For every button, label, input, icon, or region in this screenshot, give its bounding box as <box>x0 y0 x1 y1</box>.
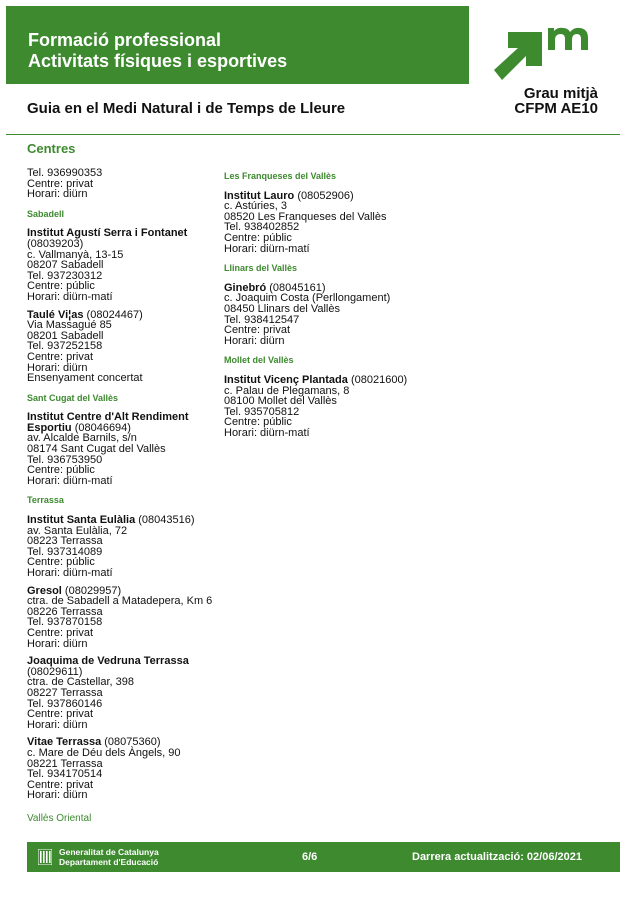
footer-bar <box>27 842 620 872</box>
header-divider <box>6 134 620 135</box>
header-band <box>6 6 469 84</box>
centre-entry <box>27 412 217 486</box>
centre-entry <box>27 515 217 579</box>
course-code: CFPM AE10 <box>514 100 598 117</box>
centre-detail: Horari: diürn <box>224 334 285 347</box>
centre-heading <box>27 656 217 677</box>
centre-detail: Tel. 935705812 <box>224 405 300 418</box>
centre-entry <box>27 737 217 801</box>
centre-entry <box>224 375 424 439</box>
generalitat-logo-icon <box>38 849 52 865</box>
centre-code: (08075360) <box>104 736 161 749</box>
centre-detail: Tel. 936753950 <box>27 453 103 466</box>
centre-detail: Centre: públic <box>27 464 95 477</box>
centre-detail: 08450 Llinars del Vallès <box>224 302 340 315</box>
centre-code: (08039203) <box>27 237 84 250</box>
centre-code: (08029957) <box>64 584 122 597</box>
centre-detail: Tel. 937314089 <box>27 545 103 558</box>
centre-detail: av. Alcalde Barnils, s/n <box>27 432 137 445</box>
centres-column-2 <box>224 168 424 445</box>
org-line-2: Departament d'Educació <box>59 856 159 867</box>
centre-detail: c. Joaquim Costa (Perllongament) <box>224 292 391 305</box>
centre-detail: ctra. de Sabadell a Matadepera, Km 6 <box>27 595 213 608</box>
centre-detail: c. Palau de Plegamans, 8 <box>224 384 350 397</box>
guide-title: Guia en el Medi Natural i de Temps de Lleure <box>27 100 346 117</box>
centre-name: Institut Centre d'Alt Rendiment Esportiu <box>27 411 189 434</box>
centre-detail: Horari: diürn <box>27 361 88 374</box>
centre-name: Taulé Vi¦as <box>27 308 84 321</box>
centre-detail: av. Santa Eulàlia, 72 <box>27 524 128 537</box>
centre-entry <box>27 168 217 200</box>
centre-name: Ginebró <box>224 281 267 294</box>
fp-logo-icon <box>492 18 604 84</box>
centre-detail: Centre: privat <box>27 626 94 639</box>
town-heading: Mollet del Vallès <box>224 355 294 366</box>
centre-detail: Via Massagué 85 <box>27 319 112 332</box>
centre-entry <box>27 310 217 384</box>
title-line-1: Formació professional <box>28 30 222 50</box>
centre-detail: Horari: diürn-matí <box>27 290 113 303</box>
centre-detail: 08226 Terrassa <box>27 605 103 618</box>
centre-entry <box>27 586 217 650</box>
centre-detail: c. Vallmanyà, 13-15 <box>27 248 124 261</box>
next-region-label: Vallès Oriental <box>27 813 92 824</box>
centre-detail: Centre: privat <box>27 778 94 791</box>
centre-detail: 08520 Les Franqueses del Vallès <box>224 210 387 223</box>
centre-detail: c. Astúries, 3 <box>224 200 287 213</box>
title-line-2: Activitats físiques i esportives <box>28 51 288 71</box>
page-title <box>28 30 287 72</box>
centre-detail: ctra. de Castellar, 398 <box>27 676 135 689</box>
town-heading: Sant Cugat del Vallès <box>27 392 119 403</box>
centre-name: Vitae Terrassa <box>27 736 102 749</box>
centres-column-1 <box>27 168 217 808</box>
centre-detail: Tel. 937252158 <box>27 340 103 353</box>
centre-detail: c. Mare de Déu dels Àngels, 90 <box>27 746 181 759</box>
centre-code: (08021600) <box>350 373 408 386</box>
centre-detail: Centre: públic <box>27 280 95 293</box>
centre-name: Institut Vicenç Plantada <box>224 373 348 386</box>
centre-entry <box>224 283 424 347</box>
centre-detail: Tel. 937860146 <box>27 697 103 710</box>
centre-detail: Centre: privat <box>27 350 94 363</box>
organization-name <box>59 848 159 867</box>
town-heading: Llinars del Vallès <box>224 263 298 274</box>
town-heading: Les Franqueses del Vallès <box>224 171 337 181</box>
centre-detail: 08221 Terrassa <box>27 757 103 770</box>
org-line-1: Generalitat de Catalunya <box>59 847 159 857</box>
centre-detail: Centre: públic <box>27 556 95 569</box>
centre-detail: 08201 Sabadell <box>27 329 104 342</box>
centre-detail: Tel. 934170514 <box>27 768 103 781</box>
centre-detail: Centre: privat <box>27 177 94 190</box>
centre-detail: Tel. 937870158 <box>27 616 103 629</box>
centre-entry <box>27 656 217 730</box>
centre-detail: 08227 Terrassa <box>27 686 103 699</box>
centre-heading <box>27 228 217 249</box>
centre-detail: Tel. 938412547 <box>224 313 300 326</box>
town-heading: Sabadell <box>27 208 65 219</box>
section-title: Centres <box>27 141 76 156</box>
grade-level: Grau mitjà <box>523 85 598 102</box>
centre-code: (08043516) <box>138 514 195 527</box>
centre-detail: Tel. 936990353 <box>27 167 103 179</box>
centre-entry <box>27 228 217 302</box>
centre-heading <box>224 375 424 386</box>
centre-detail: Tel. 937230312 <box>27 269 103 282</box>
centre-detail: 08100 Mollet del Vallès <box>224 395 337 408</box>
centre-code: (08045161) <box>269 281 326 294</box>
centre-detail: Centre: públic <box>224 416 292 429</box>
centre-code: (08046694) <box>74 421 131 434</box>
centre-heading <box>27 412 217 433</box>
centre-detail: Tel. 938402852 <box>224 221 300 234</box>
centre-detail: Ensenyament concertat <box>27 372 143 385</box>
centre-detail: Horari: diürn-matí <box>27 474 113 487</box>
centre-detail: Centre: privat <box>224 324 291 337</box>
centre-detail: Horari: diürn <box>27 789 88 802</box>
centre-detail: Horari: diürn <box>27 188 88 201</box>
centre-code: (08052906) <box>297 189 354 202</box>
centre-name: Gresol <box>27 584 62 597</box>
grade-block <box>514 86 598 116</box>
centre-detail: 08207 Sabadell <box>27 259 104 272</box>
centre-detail: 08223 Terrassa <box>27 535 103 548</box>
town-heading: Terrassa <box>27 495 64 506</box>
centre-entry <box>224 191 424 255</box>
centre-code: (08029611) <box>27 665 83 678</box>
centre-detail: Horari: diürn-matí <box>224 426 310 439</box>
centre-detail: Centre: privat <box>27 708 94 721</box>
centre-detail: Horari: diürn-matí <box>224 242 310 255</box>
page-number: 6/6 <box>302 851 318 863</box>
centre-detail: Centre: públic <box>224 231 292 244</box>
centre-name: Joaquima de Vedruna Terrassa <box>27 655 189 668</box>
centre-name: Institut Santa Eulàlia <box>27 514 136 527</box>
last-updated: Darrera actualització: 02/06/2021 <box>412 851 582 863</box>
centre-name: Institut Agustí Serra i Fontanet <box>27 227 188 240</box>
centre-detail: Horari: diürn-matí <box>27 567 113 579</box>
centre-detail: 08174 Sant Cugat del Vallès <box>27 443 166 456</box>
centre-detail: Horari: diürn <box>27 637 88 650</box>
centre-name: Institut Lauro <box>224 189 295 202</box>
centre-code: (08024467) <box>86 308 143 321</box>
centre-detail: Horari: diürn <box>27 718 88 731</box>
